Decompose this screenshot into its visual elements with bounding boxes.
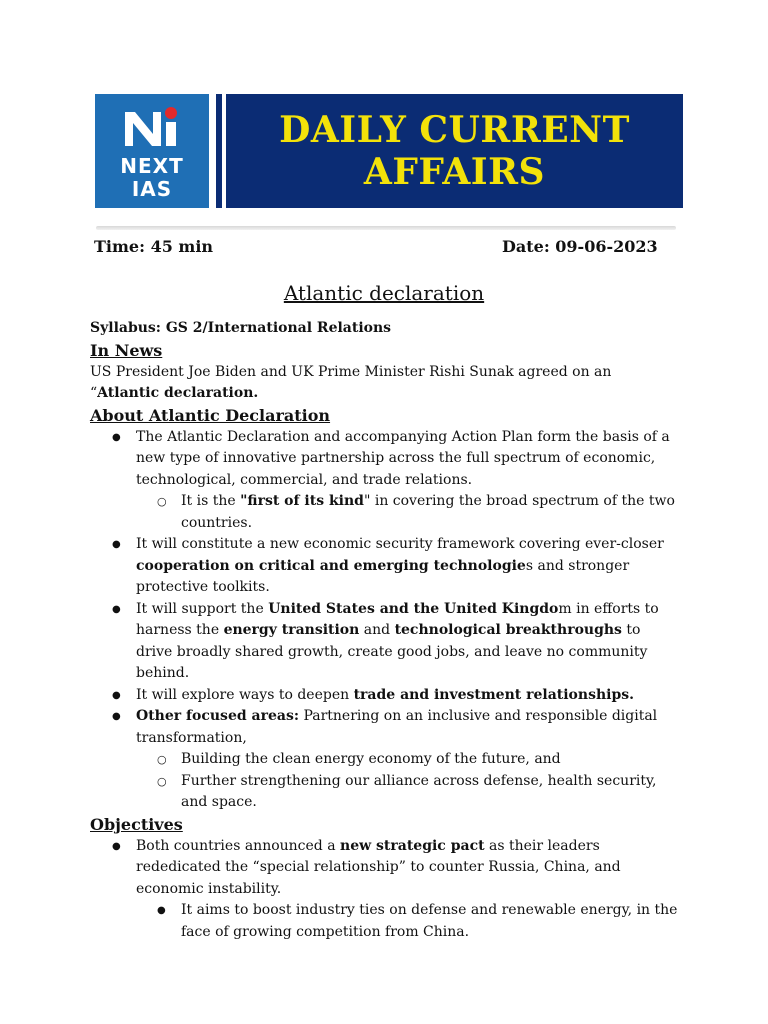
list-item: ● The Atlantic Declaration and accompanying Action Plan form the basis of a new type of innovative partnership across the full spectrum of economic, technological, commercial, and trade relations. ○ It is the "first of its kind" in covering the broad spectrum of the two countries. [90,427,680,535]
next-ias-logo [95,94,209,208]
list-item: ○ Building the clean energy economy of the future, and [90,749,680,771]
about-list [90,427,680,814]
page-title: Atlantic declaration [283,281,485,305]
syllabus-line: Syllabus: GS 2/International Relations [90,320,392,336]
about-heading: About Atlantic Declaration [90,405,331,425]
banner-stripe [216,94,222,208]
banner-line-2: AFFAIRS [363,151,546,193]
list-item: ● Other focused areas: Partnering on an inclusive and responsible digital transformation, ○ Building the clean energy economy of the future, and ○ Further strengthening our alliance across defense, health security, and space. [90,706,680,814]
page-header [95,94,683,208]
daily-current-affairs-banner [226,94,683,208]
in-news-text: US President Joe Biden and UK Prime Minister Rishi Sunak agreed on an “Atlantic declaration. [90,363,612,401]
objectives-heading: Objectives [90,814,183,834]
document-body [90,318,680,943]
logo-text-ias: IAS [131,177,173,201]
logo-text-next: NEXT [120,154,184,178]
list-item: ○ Further strengthening our alliance across defense, health security, and space. [90,771,680,814]
list-item: ● It will support the United States and the United Kingdom in efforts to harness the energy transition and technological breakthroughs to drive broadly shared growth, create good jobs, and leave no community behind. [90,599,680,685]
time-label: Time: 45 min [94,237,214,256]
list-item: ● Both countries announced a new strategic pact as their leaders rededicated the “special relationship” to counter Russia, China, and economic instability. ● It aims to boost industry ties on defense and renewable energy, in the face of growing competition from China. [90,836,680,944]
objectives-list [90,836,680,944]
list-item: ● It aims to boost industry ties on defense and renewable energy, in the face of growing competition from China. [90,900,680,943]
list-item: ● It will constitute a new economic security framework covering ever-closer cooperation on critical and emerging technologies and stronger protective toolkits. [90,534,680,599]
list-item: ○ It is the "first of its kind" in covering the broad spectrum of the two countries. [90,491,680,534]
list-item: ● It will explore ways to deepen trade and investment relationships. [90,685,680,707]
banner-line-1: DAILY CURRENT [279,109,630,151]
header-divider [96,226,676,230]
in-news-heading: In News [90,340,163,360]
date-label: Date: 09-06-2023 [502,237,658,256]
